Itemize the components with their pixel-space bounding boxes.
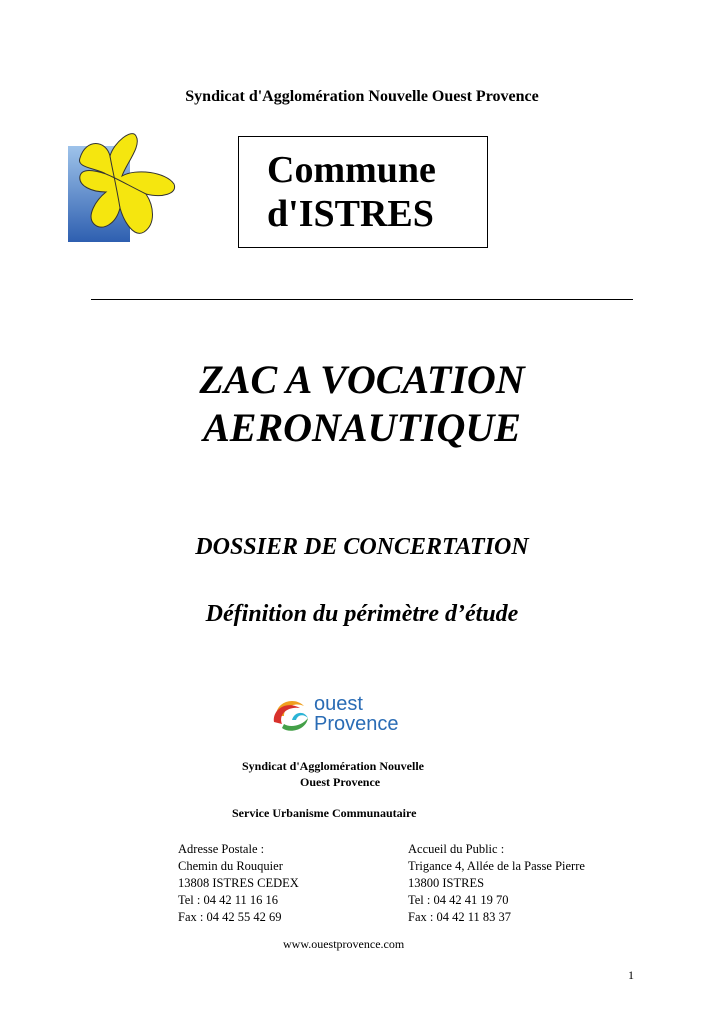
istres-butterfly-logo (66, 128, 180, 248)
postal-line: Adresse Postale : (178, 842, 265, 856)
commune-line2: d'ISTRES (267, 193, 434, 235)
website-link[interactable]: www.ouestprovence.com (283, 937, 405, 951)
public-line: Trigance 4, Allée de la Passe Pierre (408, 859, 585, 873)
header-organization: Syndicat d'Agglomération Nouvelle Ouest Provence (185, 88, 539, 105)
footer-org-line1: Syndicat d'Agglomération Nouvelle (242, 759, 424, 773)
postal-line: Fax : 04 42 55 42 69 (178, 910, 282, 924)
public-address (408, 841, 585, 926)
postal-line: Chemin du Rouquier (178, 859, 283, 873)
subtitle-definition: Définition du périmètre d’étude (205, 601, 519, 627)
footer-service: Service Urbanisme Communautaire (232, 806, 417, 820)
subtitle: DOSSIER DE CONCERTATION (195, 534, 529, 560)
public-line: Fax : 04 42 11 83 37 (408, 910, 512, 924)
public-line: Tel : 04 42 41 19 70 (408, 893, 509, 907)
horizontal-rule (91, 299, 633, 300)
logo-word-provence: Provence (314, 713, 399, 735)
public-line: Accueil du Public : (408, 842, 505, 856)
postal-line: Tel : 04 42 11 16 16 (178, 893, 279, 907)
logo-word-ouest: ouest (314, 693, 363, 715)
commune-box (238, 136, 488, 248)
main-title-line2: AERONAUTIQUE (203, 405, 521, 450)
commune-line1: Commune (267, 149, 436, 191)
page-number: 1 (628, 968, 634, 982)
main-title (0, 356, 724, 452)
footer-org-line2: Ouest Provence (300, 775, 381, 789)
public-line: 13800 ISTRES (408, 876, 485, 890)
postal-line: 13808 ISTRES CEDEX (178, 876, 299, 890)
postal-address (178, 841, 299, 926)
main-title-line1: ZAC A VOCATION (199, 357, 525, 402)
ouest-provence-logo (270, 690, 410, 736)
